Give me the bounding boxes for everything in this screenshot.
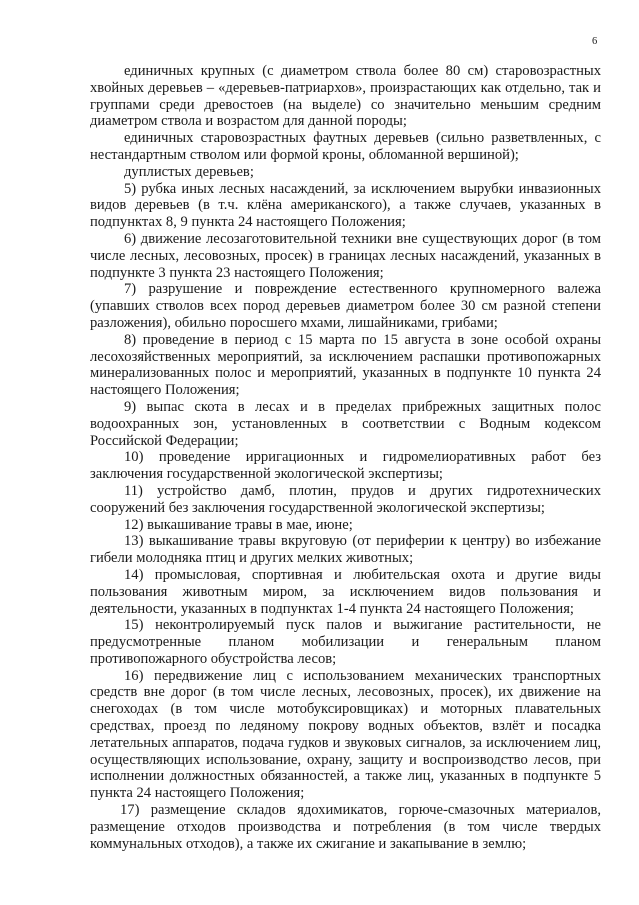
page-number: 6: [592, 36, 598, 47]
list-item-14: 14) промысловая, спортивная и любительская охота и другие виды пользования животным миром, за исключением видов пользования и деятельности, указанных в подпунктах 1-4 пункта 24 настоящего Положения;: [90, 566, 601, 617]
list-item-8: 8) проведение в период с 15 марта по 15 августа в зоне особой охраны лесохозяйственных мероприятий, за исключением распашки противопожарных минерализованных полос и мероприятий, указанных в подпункте 10 пункта 24 настоящего Положения;: [90, 331, 601, 399]
list-item-5: 5) рубка иных лесных насаждений, за исключением вырубки инвазионных видов деревьев (в т.ч. клёна американского), а также случаев, указанных в подпунктах 8, 9 пункта 24 настоящего Положения;: [90, 180, 601, 231]
document-body: [90, 63, 601, 852]
list-item-7: 7) разрушение и повреждение естественного крупномерного валежа (упавших стволов всех пород деревьев диаметром более 30 см разной степени разложения), обильно поросшего мхами, лишайниками, грибами;: [90, 281, 601, 331]
list-item-12: 12) выкашивание травы в мае, июне;: [124, 516, 353, 533]
list-item-16: 16) передвижение лиц с использованием механических транспортных средств вне дорог (в том числе лесных, лесовозных, просек), их движение на снегоходах (в том числе мотобуксировщиках) и моторных плавательных средствах, проезд по ледяному покрову водных объектов, взлёт и посадка летательных аппаратов, подача гудков и звуковых сигналов, за исключением лиц, осуществляющих использование, охрану, защиту и воспроизводство лесов, при исполнении должностных обязанностей, а также лиц, указанных в подпункте 5 пункта 24 настоящего Положения;: [90, 667, 601, 802]
paragraph-patriarch-trees: единичных крупных (с диаметром ствола более 80 см) старовозрастных хвойных деревьев – «деревьев-патриархов», произрастающих как отдельно, так и группами среди древостоев (на выделе) со значительно меньшим средним диаметром ствола и возрастом для данной породы;: [90, 63, 601, 130]
paragraph-faulty-trees: единичных старовозрастных фаутных деревьев (сильно разветвленных, с нестандартным стволом или формой кроны, обломанной вершиной);: [90, 130, 601, 163]
list-item-17: 17) размещение складов ядохимикатов, горюче-смазочных материалов, размещение отходов производства и потребления (в том числе твердых коммунальных отходов), а также их сжигание и закапывание в землю;: [90, 802, 601, 852]
list-item-15: 15) неконтролируемый пуск палов и выжигание растительности, не предусмотренные планом мобилизации и генеральным планом противопожарного обустройства лесов;: [90, 617, 601, 667]
list-item-9: 9) выпас скота в лесах и в пределах прибрежных защитных полос водоохранных зон, установленных в соответствии с Водным кодексом Российской Федерации;: [90, 398, 601, 449]
list-item-11: 11) устройство дамб, плотин, прудов и других гидротехнических сооружений без заключения государственной экологической экспертизы;: [90, 482, 601, 516]
list-item-6: 6) движение лесозаготовительной техники вне существующих дорог (в том числе лесных, лесовозных, просек) в границах лесных насаждений, указанных в подпункте 3 пункта 23 настоящего Положения;: [90, 230, 601, 281]
paragraph-hollow-trees: дуплистых деревьев;: [124, 163, 254, 180]
list-item-10: 10) проведение ирригационных и гидромелиоративных работ без заключения государственной экологической экспертизы;: [90, 449, 601, 483]
list-item-13: 13) выкашивание травы вкруговую (от периферии к центру) во избежание гибели молодняка птиц и других мелких животных;: [90, 533, 601, 567]
